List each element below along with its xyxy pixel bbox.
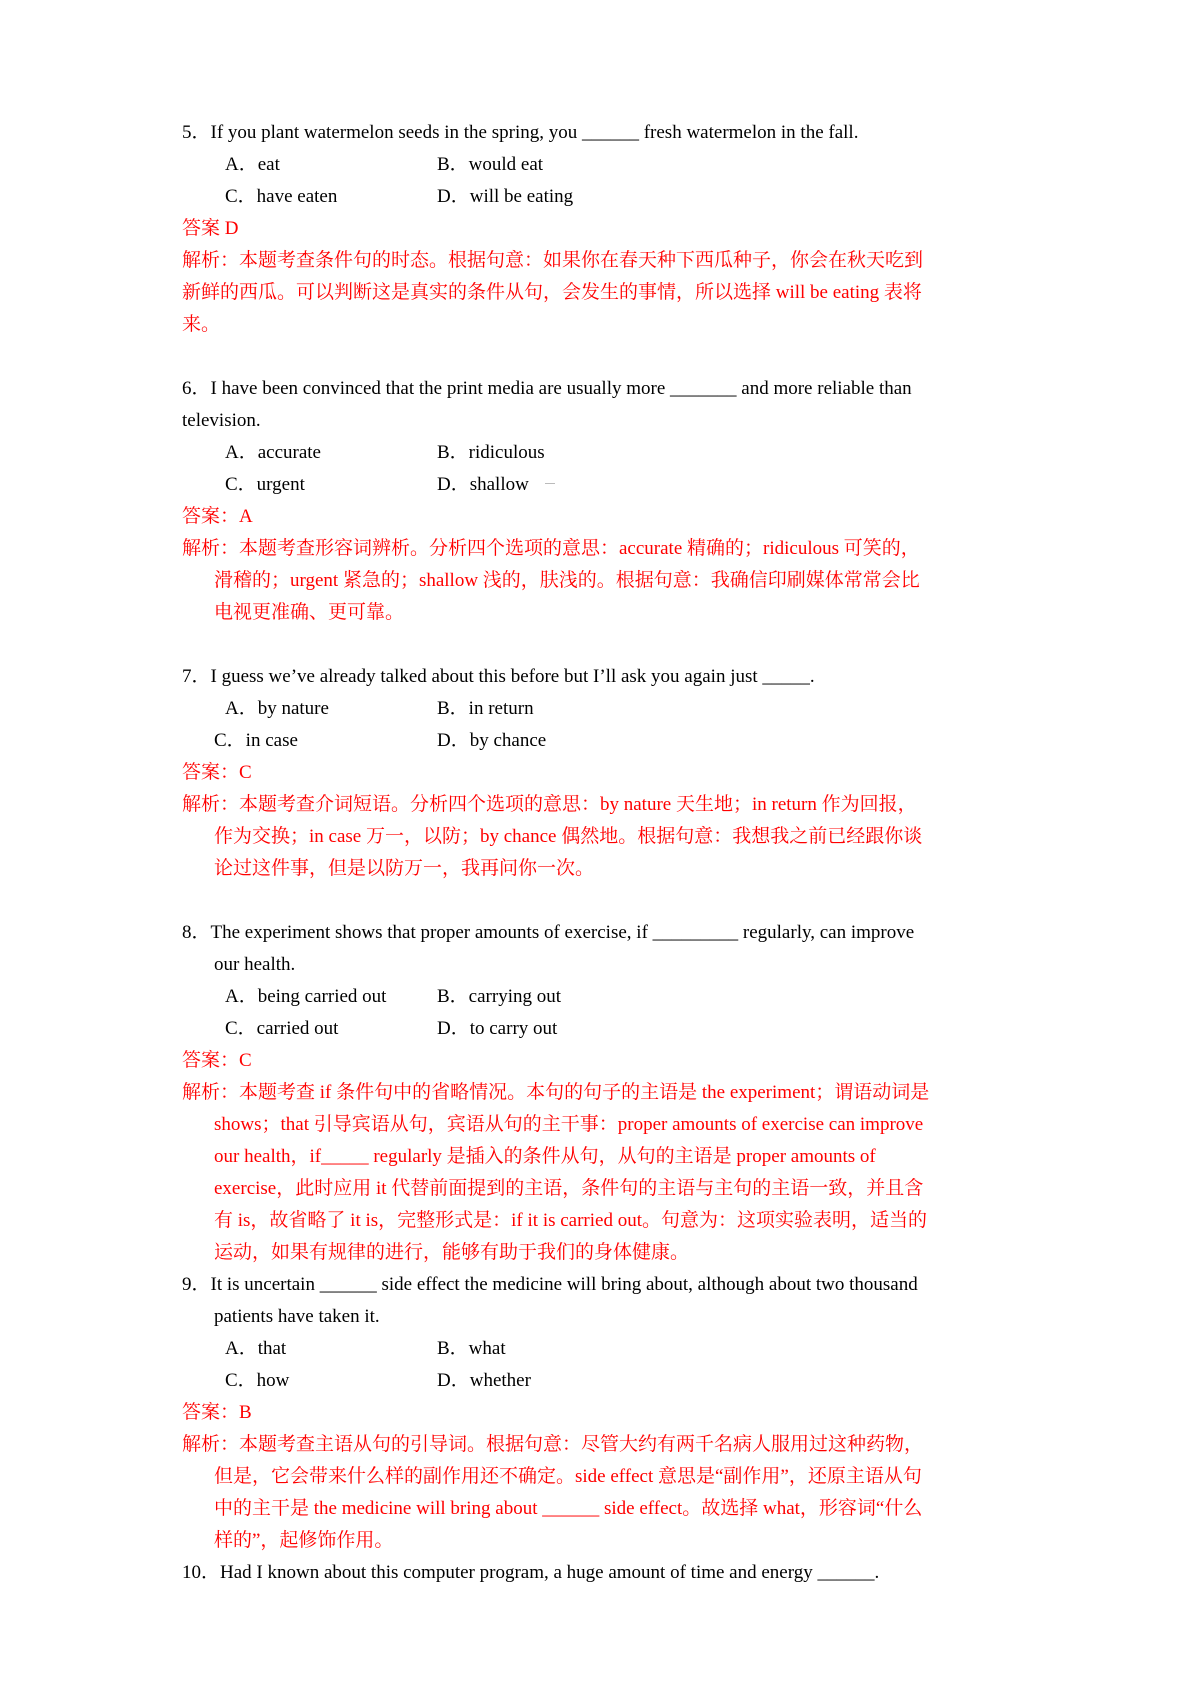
question-stem: 9．It is uncertain ______ side effect the medicine will bring about, although about two thousand <box>182 1274 918 1295</box>
question-9 <box>182 1269 1040 1557</box>
explanation-line: 中的主干是 the medicine will bring about ______ side effect。故选择 what，形容词“什么 <box>214 1498 923 1519</box>
option-b: B．what <box>437 1338 506 1359</box>
spacer <box>182 629 1040 661</box>
options-row <box>182 149 1040 181</box>
explanation-line: 但是，它会带来什么样的副作用还不确定。side effect 意思是“副作用”，还原主语从句 <box>214 1466 922 1487</box>
explanation-line: 滑稽的；urgent 紧急的；shallow 浅的，肤浅的。根据句意：我确信印刷媒体常常会比 <box>214 570 920 591</box>
option-a: A．accurate <box>225 442 321 463</box>
option-a: A．that <box>225 1338 287 1359</box>
option-a: A．by nature <box>225 698 329 719</box>
option-d: D．whether <box>437 1370 531 1391</box>
option-d: D．will be eating <box>437 186 574 207</box>
option-a: A．being carried out <box>225 986 387 1007</box>
answer-label: 答案：C <box>182 762 252 783</box>
option-d: D．to carry out <box>437 1018 558 1039</box>
explanation-line: 样的”，起修饰作用。 <box>214 1530 394 1551</box>
explanation-line: 解析：本题考查主语从句的引导词。根据句意：尽管大约有两千名病人服用过这种药物， <box>182 1434 924 1455</box>
option-c: C．urgent <box>225 474 305 495</box>
explanation-line: 来。 <box>182 314 221 335</box>
question-stem-continued: television. <box>182 410 261 431</box>
option-d: D．by chance <box>437 730 547 751</box>
option-c: C．in case <box>214 730 298 751</box>
option-a: A．eat <box>225 154 280 175</box>
explanation-line: 电视更准确、更可靠。 <box>214 602 405 623</box>
question-8 <box>182 917 1040 1269</box>
options-row <box>182 725 1040 757</box>
options-row <box>182 437 1040 469</box>
spacer <box>182 885 1040 917</box>
spacer <box>182 341 1040 373</box>
explanation-line: 解析：本题考查介词短语。分析四个选项的意思：by nature 天生地；in return 作为回报， <box>182 794 917 815</box>
stray-mark <box>545 469 555 484</box>
answer-label: 答案：B <box>182 1402 252 1423</box>
explanation-line: 解析：本题考查条件句的时态。根据句意：如果你在春天种下西瓜种子，你会在秋天吃到 <box>182 250 924 271</box>
explanation-line: shows；that 引导宾语从句，宾语从句的主干事：proper amounts of exercise can improve <box>214 1114 924 1135</box>
option-c: C．carried out <box>225 1018 339 1039</box>
explanation-line: 论过这件事，但是以防万一，我再问你一次。 <box>214 858 595 879</box>
option-b: B．in return <box>437 698 534 719</box>
explanation-line: 有 is，故省略了 it is，完整形式是：if it is carried out。句意为：这项实验表明，适当的 <box>214 1210 928 1231</box>
option-c: C．how <box>225 1370 290 1391</box>
question-stem-continued: patients have taken it. <box>214 1306 380 1327</box>
options-row <box>182 469 1040 501</box>
question-stem: 6．I have been convinced that the print media are usually more _______ and more reliable than <box>182 378 912 399</box>
option-b: B．would eat <box>437 154 544 175</box>
question-stem: 10．Had I known about this computer program, a huge amount of time and energy ______. <box>182 1562 880 1583</box>
answer-label: 答案 D <box>182 218 239 239</box>
options-row <box>182 1013 1040 1045</box>
option-b: B．ridiculous <box>437 442 545 463</box>
explanation-line: 作为交换；in case 万一，以防；by chance 偶然地。根据句意：我想我之前已经跟你谈 <box>214 826 923 847</box>
options-row <box>182 181 1040 213</box>
question-5 <box>182 117 1040 341</box>
option-c: C．have eaten <box>225 186 338 207</box>
options-row <box>182 1333 1040 1365</box>
options-row <box>182 981 1040 1013</box>
explanation-line: our health，if_____ regularly 是插入的条件从句，从句的主语是 proper amounts of <box>214 1146 876 1167</box>
question-stem: 5．If you plant watermelon seeds in the spring, you ______ fresh watermelon in the fall. <box>182 122 859 143</box>
question-stem: 8．The experiment shows that proper amounts of exercise, if _________ regularly, can improve <box>182 922 915 943</box>
answer-label: 答案：C <box>182 1050 252 1071</box>
question-list <box>182 117 1040 1589</box>
explanation-line: 解析：本题考查 if 条件句中的省略情况。本句的句子的主语是 the experiment；谓语动词是 <box>182 1082 930 1103</box>
option-d: D．shallow <box>437 474 529 495</box>
explanation-line: 运动，如果有规律的进行，能够有助于我们的身体健康。 <box>214 1242 690 1263</box>
option-b: B．carrying out <box>437 986 562 1007</box>
answer-label: 答案：A <box>182 506 253 527</box>
question-stem-continued: our health. <box>214 954 296 975</box>
options-row <box>182 1365 1040 1397</box>
explanation-line: exercise，此时应用 it 代替前面提到的主语，条件句的主语与主句的主语一致，并且含 <box>214 1178 924 1199</box>
question-7 <box>182 661 1040 885</box>
explanation-line: 解析：本题考查形容词辨析。分析四个选项的意思：accurate 精确的；ridiculous 可笑的， <box>182 538 920 559</box>
question-6 <box>182 373 1040 629</box>
question-stem: 7．I guess we’ve already talked about this before but I’ll ask you again just _____. <box>182 666 815 687</box>
options-row <box>182 693 1040 725</box>
explanation-line: 新鲜的西瓜。可以判断这是真实的条件从句，会发生的事情，所以选择 will be eating 表将 <box>182 282 922 303</box>
question-10 <box>182 1557 1040 1589</box>
